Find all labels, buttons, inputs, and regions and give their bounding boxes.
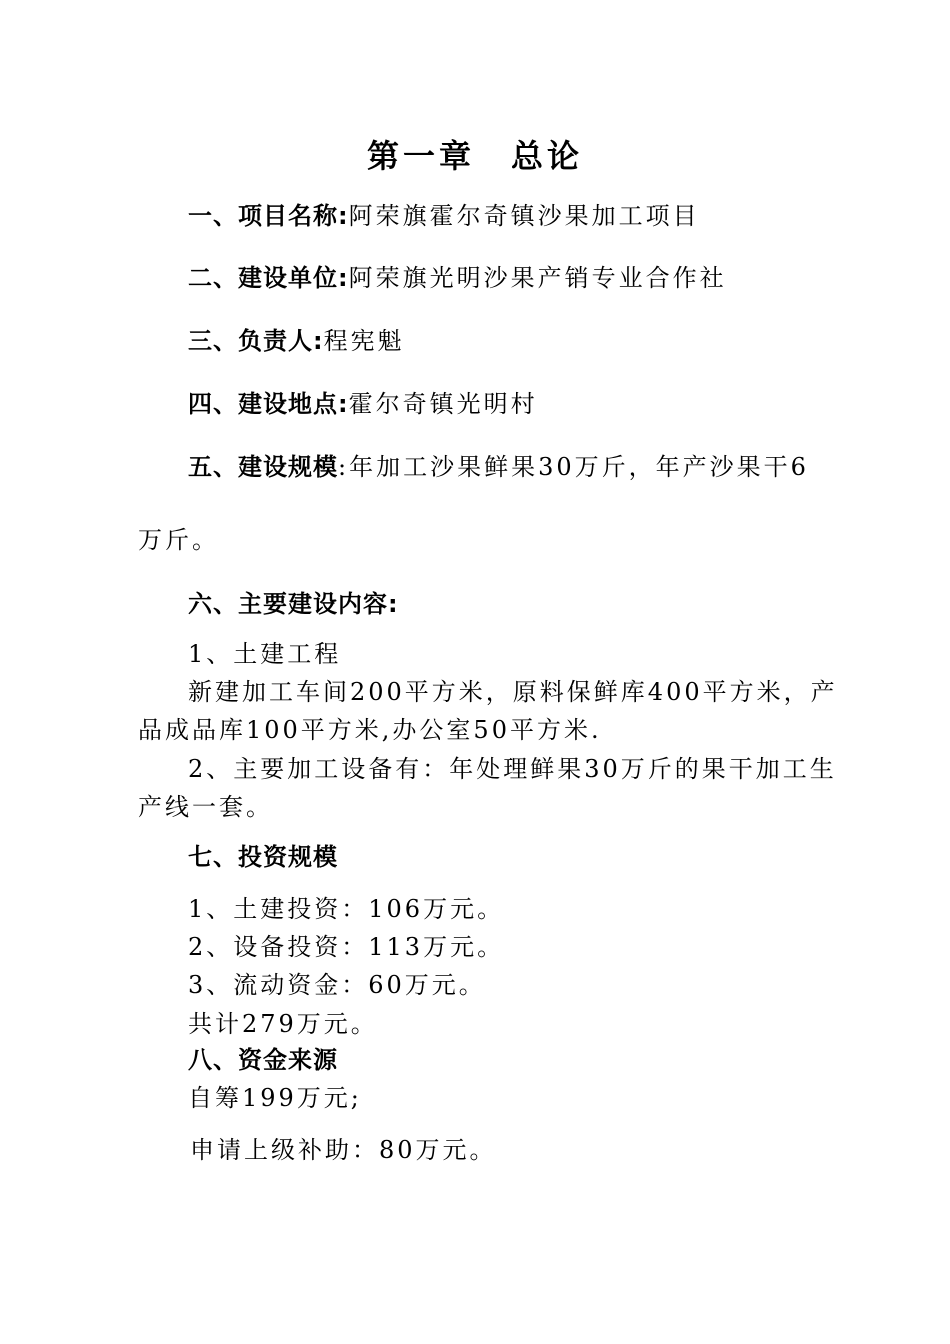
investment-equipment: 2、设备投资：113万元。 [188,933,505,961]
section-label: 四、建设地点: [188,390,349,418]
investment-civil: 1、土建投资：106万元。 [188,895,505,923]
section-project-name [188,200,700,232]
section-value: 阿荣旗光明沙果产销专业合作社 [348,264,727,292]
chapter-name: 总论 [511,137,584,175]
chapter-number: 第一章 [366,137,475,175]
funding-self-raised: 自筹199万元; [188,1084,362,1112]
investment-total: 共计279万元。 [188,1010,378,1038]
section-label: 六、主要建设内容: [188,590,399,618]
section-scale [188,451,809,483]
section-label: 八、资金来源 [188,1046,338,1074]
section-investment-label [188,841,338,873]
section-funding-label [188,1044,338,1076]
section-label: 五、建设规模 [188,453,338,481]
section-value: :年加工沙果鲜果30万斤，年产沙果干6 [338,453,809,481]
investment-working-capital: 3、流动资金：60万元。 [188,971,486,999]
content-item-civil-works: 1、土建工程 [188,640,342,668]
section-responsible-person [188,325,405,357]
section-scale-continued: 万斤。 [138,526,219,554]
section-main-content-label [188,588,399,620]
section-construction-unit [188,262,727,294]
section-label: 一、项目名称: [188,202,349,230]
section-label: 三、负责人: [188,327,324,355]
section-value: 阿荣旗霍尔奇镇沙果加工项目 [348,202,700,230]
content-civil-works-line2: 品成品库100平方米,办公室50平方米. [138,716,602,744]
section-label: 二、建设单位: [188,264,349,292]
chapter-title [0,136,950,176]
content-equipment-line2: 产线一套。 [138,793,273,821]
content-equipment-line1: 2、主要加工设备有：年处理鲜果30万斤的果干加工生 [188,755,837,783]
section-value: 程宪魁 [323,327,405,355]
section-value: 霍尔奇镇光明村 [348,390,538,418]
section-label: 七、投资规模 [188,843,338,871]
content-civil-works-line1: 新建加工车间200平方米，原料保鲜库400平方米，产 [188,678,838,706]
funding-subsidy: 申请上级补助：80万元。 [190,1136,497,1164]
section-location [188,388,538,420]
